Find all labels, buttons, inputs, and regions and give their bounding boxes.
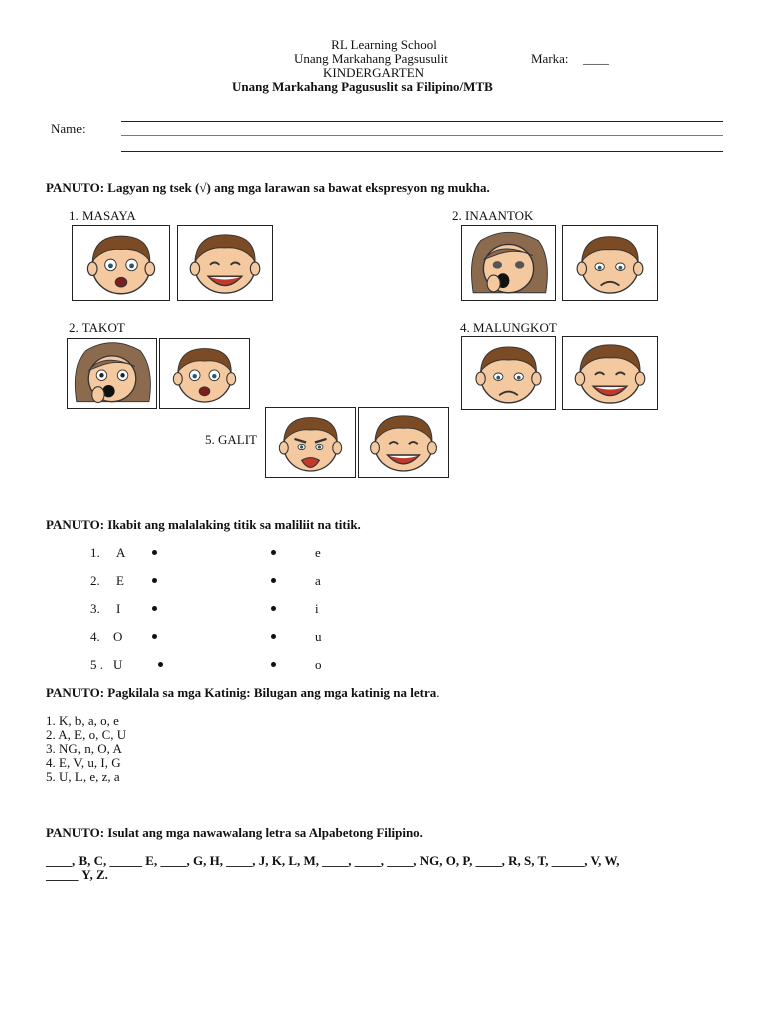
instruction-facial-expressions: PANUTO: Lagyan ng tsek (√) ang mga larawan sa bawat ekspresyon ng mukha.	[46, 180, 490, 195]
consonant-item[interactable]: 3. NG, n, O, A	[46, 741, 122, 756]
face-yawning-girl[interactable]	[461, 225, 556, 301]
face-sad-boy[interactable]	[461, 336, 556, 410]
alphabet-line-2[interactable]: _____ Y, Z.	[46, 867, 108, 882]
face-scared-girl[interactable]	[67, 338, 157, 409]
match-upper: I	[116, 601, 121, 616]
consonant-item[interactable]: 4. E, V, u, I, G	[46, 755, 121, 770]
instruction-alphabet: PANUTO: Isulat ang mga nawawalang letra sa Alpabetong Filipino.	[46, 825, 423, 840]
item-label-masaya: 1. MASAYA	[69, 208, 136, 223]
match-number: 1.	[90, 545, 100, 560]
instruction-consonants-period: .	[436, 685, 440, 700]
consonant-item[interactable]: 5. U, L, e, z, a	[46, 769, 120, 784]
face-happy-boy[interactable]	[177, 225, 273, 301]
marka-blank: ____	[583, 51, 609, 66]
match-number: 4.	[90, 629, 100, 644]
face-shocked-boy-2[interactable]	[159, 338, 250, 409]
exam-subtitle: Unang Markahang Pagususlit sa Filipino/MTB	[232, 79, 493, 94]
face-happy-boy-2[interactable]	[562, 336, 658, 410]
instruction-consonants-text: PANUTO: Pagkilala sa mga Katinig: Bilugan ang mga katinig na letra	[46, 685, 437, 700]
item-label-inaantok: 2. INAANTOK	[452, 208, 534, 223]
match-dot-left[interactable]	[158, 662, 163, 667]
item-label-takot: 2. TAKOT	[69, 320, 125, 335]
grade-level: KINDERGARTEN	[323, 65, 425, 80]
alphabet-line-1[interactable]: ____, B, C, _____ E, ____, G, H, ____, J, K, L, M, ____, ____, ____, NG, O, P, ____, R, S, T, _____, V, W,	[46, 853, 620, 868]
consonant-item[interactable]: 2. A, E, o, C, U	[46, 727, 127, 742]
match-number: 2.	[90, 573, 100, 588]
item-label-galit: 5. GALIT	[205, 432, 257, 447]
match-upper: U	[113, 657, 123, 672]
match-dot-right[interactable]	[271, 550, 276, 555]
match-upper: A	[116, 545, 126, 560]
face-angry-boy[interactable]	[265, 407, 356, 478]
match-lower: o	[315, 657, 322, 672]
match-lower: a	[315, 573, 321, 588]
match-upper: E	[116, 573, 124, 588]
name-line-bottom[interactable]	[121, 151, 723, 152]
match-dot-right[interactable]	[271, 634, 276, 639]
face-shocked-boy[interactable]	[72, 225, 170, 301]
match-number: 3.	[90, 601, 100, 616]
match-dot-right[interactable]	[271, 606, 276, 611]
match-number: 5 .	[90, 657, 103, 672]
match-dot-left[interactable]	[152, 550, 157, 555]
match-dot-right[interactable]	[271, 662, 276, 667]
item-label-malungkot: 4. MALUNGKOT	[460, 320, 557, 335]
name-label: Name:	[51, 121, 86, 136]
match-dot-right[interactable]	[271, 578, 276, 583]
instruction-matching: PANUTO: Ikabit ang malalaking titik sa maliliit na titik.	[46, 517, 361, 532]
name-line-middle	[121, 135, 723, 136]
match-dot-left[interactable]	[152, 634, 157, 639]
match-lower: i	[315, 601, 319, 616]
marka-label: Marka:	[531, 51, 569, 66]
school-name: RL Learning School	[331, 37, 437, 52]
match-dot-left[interactable]	[152, 606, 157, 611]
name-line-top	[121, 121, 723, 122]
instruction-consonants	[46, 685, 440, 700]
consonant-item[interactable]: 1. K, b, a, o, e	[46, 713, 119, 728]
exam-title: Unang Markahang Pagsusulit	[294, 51, 448, 66]
face-happy-boy-3[interactable]	[358, 407, 449, 478]
match-dot-left[interactable]	[152, 578, 157, 583]
match-upper: O	[113, 629, 123, 644]
match-lower: u	[315, 629, 322, 644]
match-lower: e	[315, 545, 321, 560]
face-sad-boy-sleepy[interactable]	[562, 225, 658, 301]
